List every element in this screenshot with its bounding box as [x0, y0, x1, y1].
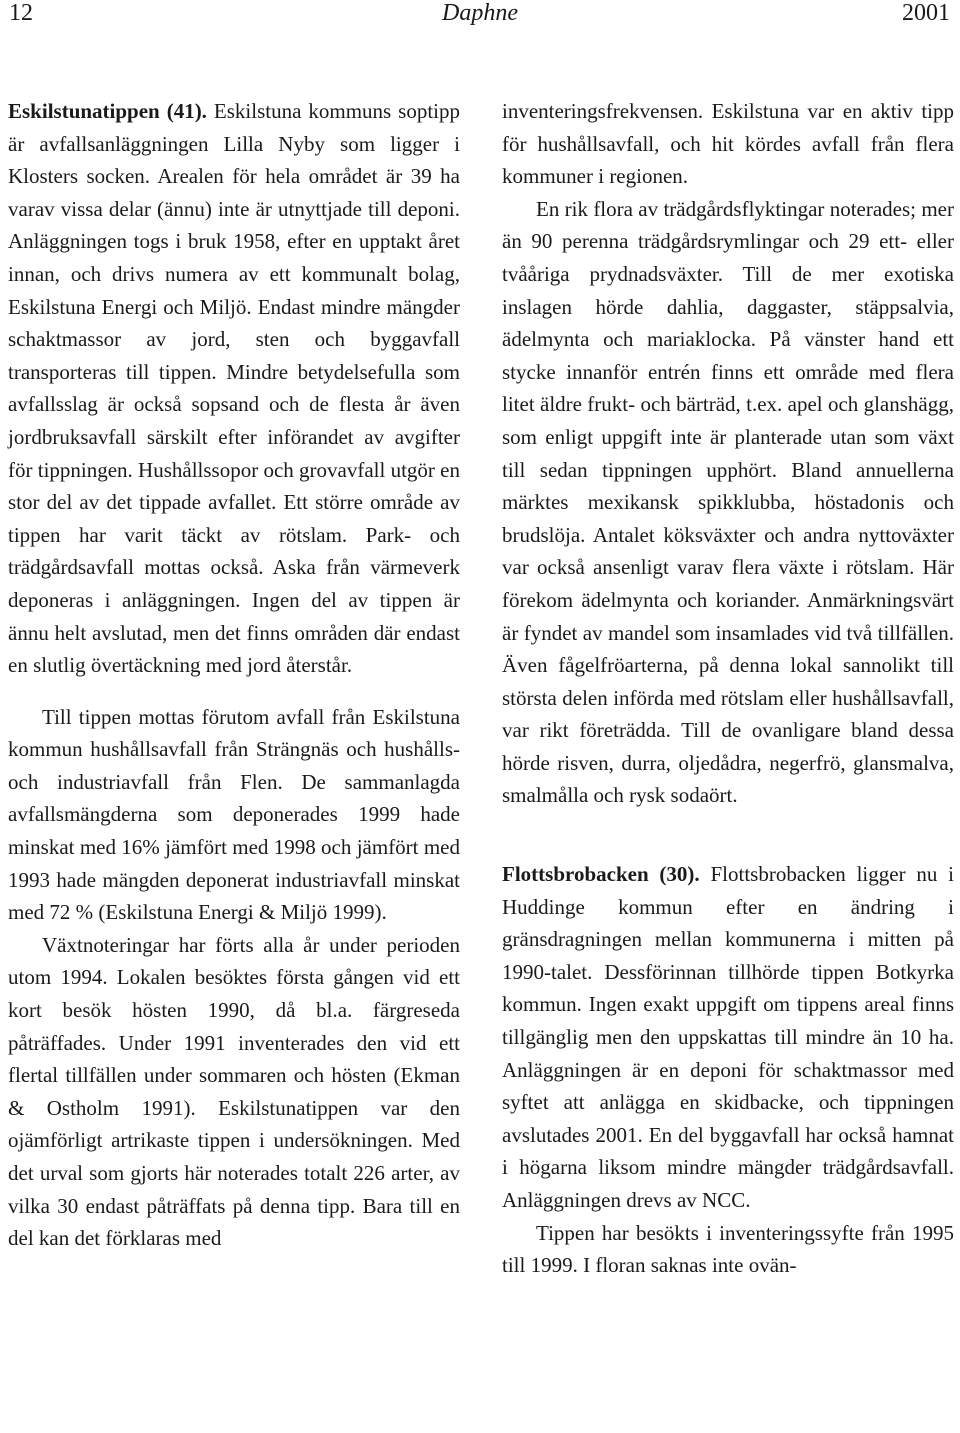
- publication-year: 2001: [902, 0, 950, 26]
- paragraph-flottsbrobacken: [502, 858, 954, 1217]
- paragraph: Växtnoteringar har förts alla år under perioden utom 1994. Lokalen besöktes första gången vid ett kort besök hösten 1990, då bl.a. färgreseda påträffades. Under 1991 inventerades den vid ett flertal tillfällen under sommaren och hösten (Ekman & Ostholm 1991). Eskilstunatippen var den ojämförligt artrikaste tippen i undersökningen. Med det urval som gjorts här noterades totalt 226 arter, av vilka 30 endast påträffats på denna tipp. Bara till en del kan det förklaras med: [8, 932, 460, 1251]
- paragraph: Till tippen mottas förutom avfall från Eskilstuna kommun hushållsavfall från Strängnäs och hushålls- och industriavfall från Flen. De sammanlagda avfallsmängderna som deponerades 1999 hade minskat med 16% jämfört med 1998 och jämfört med 1993 hade mängden deponerat industriavfall minskat med 72 % (Eskilstuna Energi & Miljö 1999).: [8, 704, 460, 925]
- page-number: 12: [9, 0, 33, 26]
- paragraph: En rik flora av trädgårdsflyktingar noterades; mer än 90 perenna trädgårdsrymlingar och 29 ett- eller tvååriga prydnadsväxter. Till de mer exotiska inslagen hörde dahlia, daggaster, stäppsalvia, ädelmynta och mariaklocka. På vänster hand ett stycke innanför entrén finns ett område med flera litet äldre frukt- och bärträd, t.ex. apel och glanshägg, som enligt uppgift inte är planterade utan som växt till sedan tippningen upphört. Bland annuellerna märktes mexikansk spikklubba, höstadonis och brudslöja. Antalet köksväxter och andra nyttoväxter var också ansenligt varav flera växte i rötslam. Här förekom ädelmynta och koriander. Anmärkningsvärt är fyndet av mandel som insamlades vid två tillfällen. Även fågelfröarterna, på denna lokal sannolikt till största delen införda med rötslam eller hushållsavfall, var rikt företrädda. Till de ovanligare bland dessa hörde risven, durra, oljedådra, negerfrö, glansmalva, smalmålla och rysk sodaört.: [502, 196, 954, 808]
- section-heading-flottsbrobacken: Flottsbrobacken (30).: [502, 862, 700, 887]
- paragraph-text: Flottsbrobacken ligger nu i Huddinge kommun efter en ändring i gränsdragningen mellan kommunerna i mitten på 1990-talet. Dessförinnan tillhörde tippen Botkyrka kommun. Ingen exakt uppgift om tippens areal finns tillgänglig men den uppskattas till mindre än 10 ha. Anläggningen är en deponi för schaktmassor med syftet att anlägga en skidbacke, och tippningen avslutades 2001. En del byggavfall har också hamnat i högarna liksom mindre mängder trädgårdsavfall. Anläggningen drevs av NCC.: [502, 862, 955, 1212]
- right-column: [502, 95, 954, 1282]
- left-column: [8, 95, 460, 1255]
- paragraph: inventeringsfrekvensen. Eskilstuna var en aktiv tipp för hushållsavfall, och hit kördes avfall från flera kommuner i regionen.: [502, 99, 954, 189]
- page-header: [0, 0, 960, 44]
- section-heading-eskilstunatippen: Eskilstunatippen (41).: [8, 99, 207, 123]
- journal-title: Daphne: [442, 0, 518, 26]
- paragraph: Tippen har besökts i inventeringssyfte från 1995 till 1999. I floran saknas inte ovän-: [502, 1220, 954, 1278]
- paragraph-text: Eskilstuna kommuns soptipp är avfallsanläggningen Lilla Nyby som ligger i Klosters socken. Arealen för hela området är 39 ha varav vissa delar (ännu) inte är utnyttjade till deponi. Anläggningen togs i bruk 1958, efter en upptakt året innan, och drivs numera av ett kommunalt bolag, Eskilstuna Energi och Miljö. Endast mindre mängder schaktmassor av jord, sten och byggavfall transporteras till tippen. Mindre betydelsefulla som avfallsslag är också sopsand och de flesta år även jordbruksavfall särskilt efter införandet av avgifter för tippningen. Hushållssopor och grovavfall utgör en stor del av det tippade avfallet. Ett större område av tippen har varit täckt av rötslam. Park- och trädgårdsavfall mottas också. Aska från värmeverk deponeras i anläggningen. Ingen del av tippen är ännu helt avslutad, men det finns områden där endast en slutlig övertäckning med jord återstår.: [8, 99, 460, 678]
- paragraph-eskilstunatippen: [8, 95, 460, 682]
